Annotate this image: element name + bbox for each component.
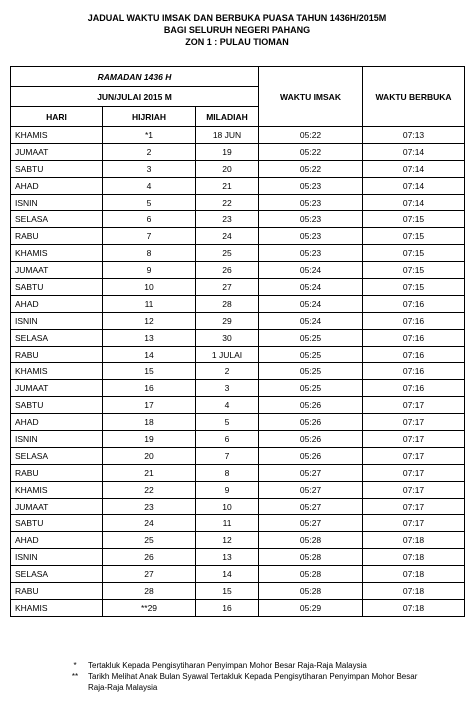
hijriah-cell: 5 bbox=[103, 194, 196, 211]
imsak-column-header: WAKTU IMSAK bbox=[259, 67, 363, 127]
imsak-cell: 05:26 bbox=[259, 431, 363, 448]
miladiah-cell: 29 bbox=[196, 312, 259, 329]
hijriah-cell: 27 bbox=[103, 566, 196, 583]
month-header: JUN/JULAI 2015 M bbox=[11, 87, 259, 107]
berbuka-cell: 07:14 bbox=[363, 194, 465, 211]
miladiah-cell: 8 bbox=[196, 464, 259, 481]
hijriah-cell: 4 bbox=[103, 177, 196, 194]
imsak-cell: 05:24 bbox=[259, 279, 363, 296]
hijriah-cell: 18 bbox=[103, 414, 196, 431]
hijriah-cell: 20 bbox=[103, 447, 196, 464]
imsak-cell: 05:27 bbox=[259, 464, 363, 481]
day-cell: JUMAAT bbox=[11, 380, 103, 397]
day-cell: SABTU bbox=[11, 397, 103, 414]
berbuka-cell: 07:16 bbox=[363, 312, 465, 329]
table-row bbox=[11, 464, 465, 481]
day-cell: SABTU bbox=[11, 515, 103, 532]
miladiah-cell: 20 bbox=[196, 160, 259, 177]
miladiah-cell: 1 JULAI bbox=[196, 346, 259, 363]
table-row bbox=[11, 245, 465, 262]
day-cell: AHAD bbox=[11, 295, 103, 312]
hijriah-cell: **29 bbox=[103, 599, 196, 616]
miladiah-cell: 11 bbox=[196, 515, 259, 532]
imsak-cell: 05:28 bbox=[259, 566, 363, 583]
table-row bbox=[11, 583, 465, 600]
day-cell: AHAD bbox=[11, 532, 103, 549]
day-cell: KHAMIS bbox=[11, 599, 103, 616]
berbuka-cell: 07:17 bbox=[363, 464, 465, 481]
imsak-cell: 05:26 bbox=[259, 414, 363, 431]
berbuka-cell: 07:15 bbox=[363, 279, 465, 296]
berbuka-cell: 07:17 bbox=[363, 431, 465, 448]
day-cell: SABTU bbox=[11, 160, 103, 177]
footnote-text: Tarikh Melihat Anak Bulan Syawal Tertakluk Kepada Pengisytiharan Penyimpan Mohor Besar Raja-Raja Malaysia bbox=[88, 672, 418, 692]
hijriah-cell: 28 bbox=[103, 583, 196, 600]
miladiah-cell: 30 bbox=[196, 329, 259, 346]
imsak-cell: 05:23 bbox=[259, 228, 363, 245]
hijriah-cell: 2 bbox=[103, 143, 196, 160]
berbuka-cell: 07:16 bbox=[363, 380, 465, 397]
miladiah-cell: 7 bbox=[196, 447, 259, 464]
miladiah-cell: 19 bbox=[196, 143, 259, 160]
footnote-2 bbox=[62, 671, 418, 693]
miladiah-cell: 3 bbox=[196, 380, 259, 397]
day-cell: SELASA bbox=[11, 566, 103, 583]
imsak-cell: 05:23 bbox=[259, 245, 363, 262]
imsak-cell: 05:29 bbox=[259, 599, 363, 616]
imsak-cell: 05:26 bbox=[259, 447, 363, 464]
day-cell: KHAMIS bbox=[11, 245, 103, 262]
table-row bbox=[11, 160, 465, 177]
imsak-cell: 05:23 bbox=[259, 177, 363, 194]
miladiah-cell: 22 bbox=[196, 194, 259, 211]
hijriah-cell: 3 bbox=[103, 160, 196, 177]
schedule-table bbox=[10, 66, 465, 617]
hijriah-cell: 9 bbox=[103, 262, 196, 279]
miladiah-cell: 21 bbox=[196, 177, 259, 194]
hijriah-cell: 16 bbox=[103, 380, 196, 397]
day-cell: KHAMIS bbox=[11, 481, 103, 498]
footnote-1 bbox=[62, 660, 418, 671]
miladiah-cell: 6 bbox=[196, 431, 259, 448]
day-cell: JUMAAT bbox=[11, 143, 103, 160]
imsak-cell: 05:23 bbox=[259, 211, 363, 228]
miladiah-cell: 9 bbox=[196, 481, 259, 498]
hijriah-cell: 8 bbox=[103, 245, 196, 262]
table-row bbox=[11, 329, 465, 346]
table-row bbox=[11, 431, 465, 448]
miladiah-cell: 24 bbox=[196, 228, 259, 245]
table-row bbox=[11, 481, 465, 498]
miladiah-cell: 27 bbox=[196, 279, 259, 296]
day-cell: SABTU bbox=[11, 279, 103, 296]
day-cell: SELASA bbox=[11, 329, 103, 346]
day-cell: JUMAAT bbox=[11, 498, 103, 515]
berbuka-cell: 07:16 bbox=[363, 346, 465, 363]
berbuka-cell: 07:15 bbox=[363, 211, 465, 228]
table-row bbox=[11, 262, 465, 279]
imsak-cell: 05:24 bbox=[259, 312, 363, 329]
imsak-cell: 05:28 bbox=[259, 532, 363, 549]
berbuka-cell: 07:15 bbox=[363, 262, 465, 279]
hijriah-cell: 25 bbox=[103, 532, 196, 549]
hijriah-cell: 7 bbox=[103, 228, 196, 245]
title-line-3: ZON 1 : PULAU TIOMAN bbox=[185, 37, 289, 47]
day-cell: RABU bbox=[11, 346, 103, 363]
miladiah-cell: 26 bbox=[196, 262, 259, 279]
miladiah-cell: 18 JUN bbox=[196, 127, 259, 144]
hijriah-cell: 22 bbox=[103, 481, 196, 498]
imsak-cell: 05:26 bbox=[259, 397, 363, 414]
table-row bbox=[11, 177, 465, 194]
berbuka-cell: 07:17 bbox=[363, 414, 465, 431]
imsak-cell: 05:24 bbox=[259, 262, 363, 279]
table-row bbox=[11, 312, 465, 329]
day-cell: RABU bbox=[11, 228, 103, 245]
miladiah-cell: 23 bbox=[196, 211, 259, 228]
hijriah-cell: 6 bbox=[103, 211, 196, 228]
berbuka-cell: 07:18 bbox=[363, 549, 465, 566]
berbuka-cell: 07:13 bbox=[363, 127, 465, 144]
berbuka-cell: 07:18 bbox=[363, 599, 465, 616]
imsak-cell: 05:25 bbox=[259, 380, 363, 397]
imsak-cell: 05:22 bbox=[259, 127, 363, 144]
hijriah-cell: 19 bbox=[103, 431, 196, 448]
table-row bbox=[11, 143, 465, 160]
table-row bbox=[11, 566, 465, 583]
imsak-cell: 05:27 bbox=[259, 515, 363, 532]
table-row bbox=[11, 599, 465, 616]
berbuka-cell: 07:17 bbox=[363, 481, 465, 498]
miladiah-cell: 28 bbox=[196, 295, 259, 312]
table-row bbox=[11, 211, 465, 228]
imsak-cell: 05:22 bbox=[259, 160, 363, 177]
hijriah-cell: 21 bbox=[103, 464, 196, 481]
table-row bbox=[11, 228, 465, 245]
miladiah-cell: 25 bbox=[196, 245, 259, 262]
footnote-mark: * bbox=[73, 661, 77, 670]
day-cell: RABU bbox=[11, 583, 103, 600]
table-row bbox=[11, 380, 465, 397]
footnotes bbox=[62, 660, 418, 693]
footnote-mark: ** bbox=[71, 672, 79, 681]
table-row bbox=[11, 447, 465, 464]
hijriah-cell: 23 bbox=[103, 498, 196, 515]
table-row bbox=[11, 397, 465, 414]
day-cell: ISNIN bbox=[11, 194, 103, 211]
day-cell: RABU bbox=[11, 464, 103, 481]
day-cell: SELASA bbox=[11, 211, 103, 228]
hijriah-cell: *1 bbox=[103, 127, 196, 144]
hijriah-column-header: HIJRIAH bbox=[103, 107, 196, 127]
day-cell: ISNIN bbox=[11, 431, 103, 448]
table-row bbox=[11, 414, 465, 431]
hari-column-header: HARI bbox=[11, 107, 103, 127]
miladiah-cell: 12 bbox=[196, 532, 259, 549]
imsak-cell: 05:25 bbox=[259, 329, 363, 346]
berbuka-cell: 07:15 bbox=[363, 228, 465, 245]
table-row bbox=[11, 532, 465, 549]
berbuka-cell: 07:16 bbox=[363, 329, 465, 346]
berbuka-cell: 07:18 bbox=[363, 532, 465, 549]
document-title bbox=[0, 12, 474, 48]
hijriah-cell: 13 bbox=[103, 329, 196, 346]
imsak-cell: 05:27 bbox=[259, 481, 363, 498]
title-line-2: BAGI SELURUH NEGERI PAHANG bbox=[163, 25, 311, 35]
hijriah-cell: 24 bbox=[103, 515, 196, 532]
hijriah-cell: 26 bbox=[103, 549, 196, 566]
imsak-cell: 05:27 bbox=[259, 498, 363, 515]
imsak-cell: 05:23 bbox=[259, 194, 363, 211]
miladiah-cell: 5 bbox=[196, 414, 259, 431]
table-row bbox=[11, 279, 465, 296]
berbuka-cell: 07:14 bbox=[363, 177, 465, 194]
berbuka-cell: 07:18 bbox=[363, 566, 465, 583]
miladiah-cell: 14 bbox=[196, 566, 259, 583]
table-row bbox=[11, 295, 465, 312]
day-cell: KHAMIS bbox=[11, 127, 103, 144]
table-row bbox=[11, 515, 465, 532]
imsak-cell: 05:28 bbox=[259, 549, 363, 566]
table-row bbox=[11, 363, 465, 380]
day-cell: ISNIN bbox=[11, 549, 103, 566]
berbuka-cell: 07:16 bbox=[363, 363, 465, 380]
berbuka-cell: 07:17 bbox=[363, 447, 465, 464]
table-row bbox=[11, 549, 465, 566]
day-cell: AHAD bbox=[11, 177, 103, 194]
miladiah-cell: 13 bbox=[196, 549, 259, 566]
berbuka-cell: 07:14 bbox=[363, 160, 465, 177]
berbuka-cell: 07:17 bbox=[363, 397, 465, 414]
day-cell: SELASA bbox=[11, 447, 103, 464]
miladiah-cell: 4 bbox=[196, 397, 259, 414]
table-row bbox=[11, 346, 465, 363]
berbuka-cell: 07:14 bbox=[363, 143, 465, 160]
table-body bbox=[11, 127, 465, 617]
hijriah-cell: 10 bbox=[103, 279, 196, 296]
miladiah-cell: 15 bbox=[196, 583, 259, 600]
hijriah-cell: 17 bbox=[103, 397, 196, 414]
hijriah-cell: 14 bbox=[103, 346, 196, 363]
imsak-cell: 05:25 bbox=[259, 346, 363, 363]
imsak-cell: 05:28 bbox=[259, 583, 363, 600]
footnote-text: Tertakluk Kepada Pengisytiharan Penyimpan Mohor Besar Raja-Raja Malaysia bbox=[88, 661, 367, 670]
day-cell: AHAD bbox=[11, 414, 103, 431]
imsak-cell: 05:25 bbox=[259, 363, 363, 380]
imsak-cell: 05:24 bbox=[259, 295, 363, 312]
title-line-1: JADUAL WAKTU IMSAK DAN BERBUKA PUASA TAHUN 1436H/2015M bbox=[87, 13, 387, 23]
berbuka-cell: 07:16 bbox=[363, 295, 465, 312]
berbuka-cell: 07:17 bbox=[363, 498, 465, 515]
day-cell: JUMAAT bbox=[11, 262, 103, 279]
berbuka-cell: 07:15 bbox=[363, 245, 465, 262]
miladiah-cell: 10 bbox=[196, 498, 259, 515]
miladiah-cell: 2 bbox=[196, 363, 259, 380]
table-row bbox=[11, 127, 465, 144]
table-row bbox=[11, 194, 465, 211]
hijriah-cell: 12 bbox=[103, 312, 196, 329]
miladiah-cell: 16 bbox=[196, 599, 259, 616]
day-cell: KHAMIS bbox=[11, 363, 103, 380]
hijriah-cell: 11 bbox=[103, 295, 196, 312]
berbuka-cell: 07:17 bbox=[363, 515, 465, 532]
ramadan-header: RAMADAN 1436 H bbox=[11, 67, 259, 87]
berbuka-cell: 07:18 bbox=[363, 583, 465, 600]
imsak-cell: 05:22 bbox=[259, 143, 363, 160]
miladiah-column-header: MILADIAH bbox=[196, 107, 259, 127]
hijriah-cell: 15 bbox=[103, 363, 196, 380]
day-cell: ISNIN bbox=[11, 312, 103, 329]
table-row bbox=[11, 498, 465, 515]
berbuka-column-header: WAKTU BERBUKA bbox=[363, 67, 465, 127]
